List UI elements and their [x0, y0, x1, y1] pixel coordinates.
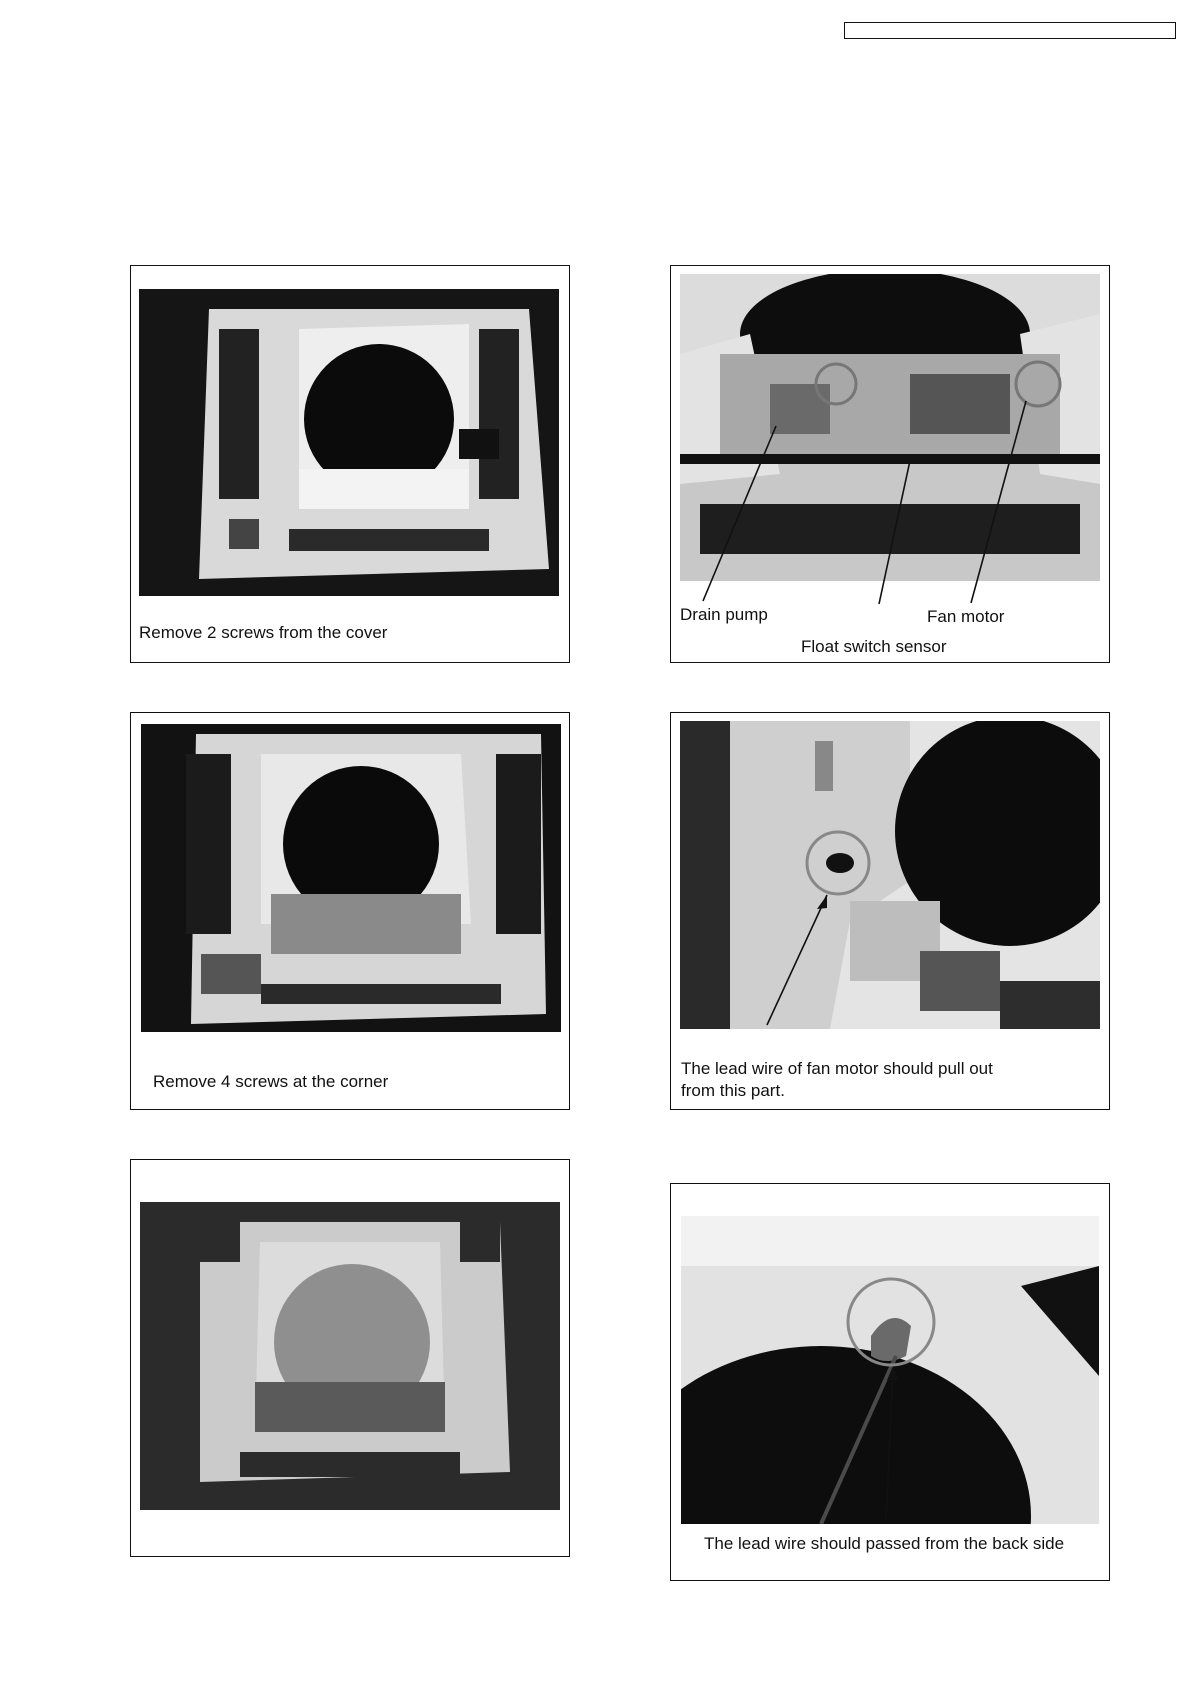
- photo-components-image: [680, 274, 1100, 581]
- caption-lead-wire-line2: from this part.: [681, 1081, 785, 1100]
- panel-lead-wire-back-side: [670, 1183, 1110, 1581]
- panel-component-locations: [670, 265, 1110, 663]
- panel-fan-motor-lead-wire: [670, 712, 1110, 1110]
- photo-components: [680, 274, 1100, 581]
- photo-lead-wire-back-image: [681, 1216, 1099, 1524]
- caption-remove-2-screws: Remove 2 screws from the cover: [139, 623, 388, 642]
- header-label-box: [844, 22, 1176, 39]
- panel-remove-cover-screws: [130, 265, 570, 663]
- photo-unit-open: [141, 724, 561, 1032]
- photo-lead-wire-back: [681, 1216, 1099, 1524]
- photo-unit-cover: [139, 289, 559, 596]
- caption-lead-wire-back-side: The lead wire should passed from the back side: [704, 1534, 1065, 1553]
- panel-unit-removed: [130, 1159, 570, 1557]
- photo-lead-wire-exit: [680, 721, 1100, 1029]
- photo-lead-wire-exit-image: [680, 721, 1100, 1029]
- caption-lead-wire-line1: The lead wire of fan motor should pull out: [681, 1059, 993, 1078]
- panel-remove-corner-screws: [130, 712, 570, 1110]
- photo-unit-on-floor-image: [140, 1202, 560, 1510]
- caption-remove-4-screws: Remove 4 screws at the corner: [153, 1072, 389, 1091]
- label-float-switch-sensor: Float switch sensor: [801, 637, 947, 656]
- label-fan-motor: Fan motor: [927, 607, 1005, 626]
- label-drain-pump: Drain pump: [680, 605, 768, 624]
- photo-unit-on-floor: [140, 1202, 560, 1510]
- photo-unit-open-image: [141, 724, 561, 1032]
- photo-unit-cover-image: [139, 289, 559, 596]
